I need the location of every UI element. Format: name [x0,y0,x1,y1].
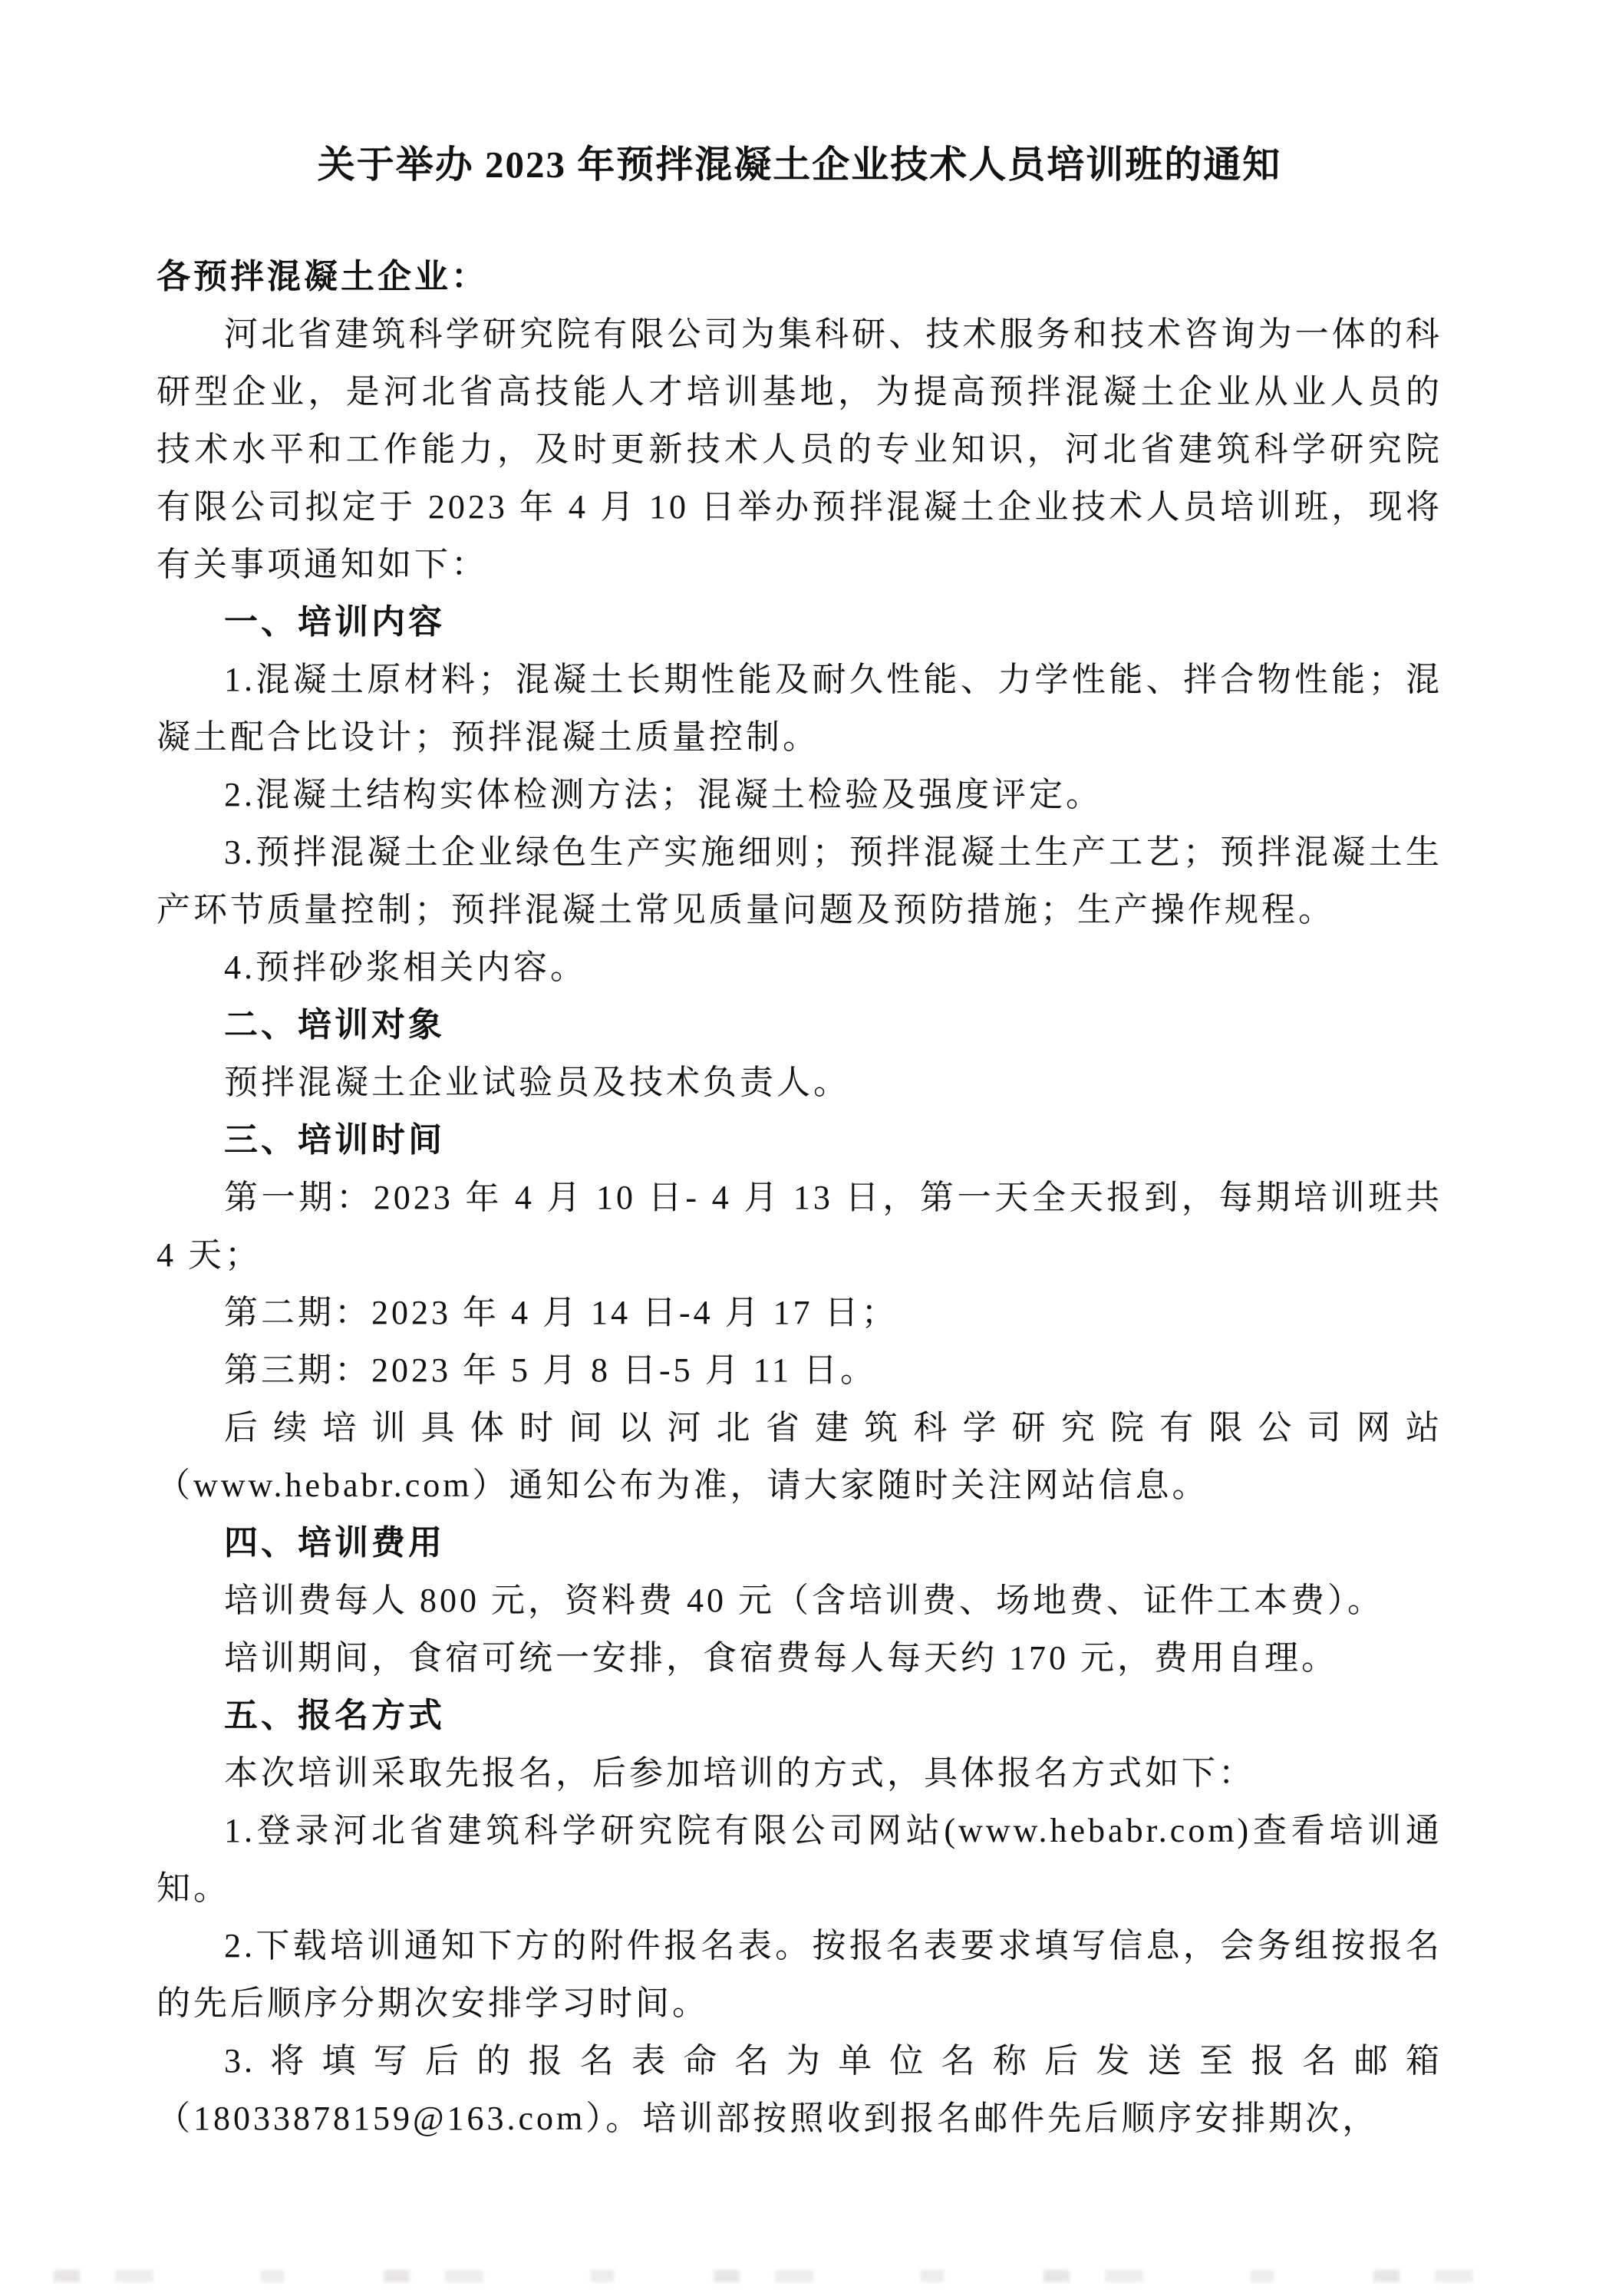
training-schedule-item-2: 第二期：2023 年 4 月 14 日-4 月 17 日； [224,1294,898,1331]
training-schedule-item-3: 第三期：2023 年 5 月 8 日-5 月 11 日。 [224,1351,878,1389]
section-registration-method [157,1687,1442,2147]
training-schedule-item-1: 第一期：2023 年 4 月 10 日- 4 月 13 日，第一天全天报到，每期培训班共 4 天； [157,1179,1442,1274]
section-training-content [157,593,1442,996]
training-content-item-4: 4.预拌砂浆相关内容。 [224,948,587,986]
intro-paragraph: 河北省建筑科学研究院有限公司为集科研、技术服务和技术咨询为一体的科研型企业，是河北省高技能人才培训基地，为提高预拌混凝土企业从业人员的技术水平和工作能力，及时更新技术人员的专业知识，河北省建筑科学研究院有限公司拟定于 2023 年 4 月 10 日举办预拌混凝土企业技术人员培训班，现将有关事项通知如下： [157,315,1442,583]
training-content-item-2: 2.混凝土结构实体检测方法；混凝土检验及强度评定。 [224,776,1103,813]
registration-method-item-1: 本次培训采取先报名，后参加培训的方式，具体报名方式如下： [224,1754,1255,1792]
salutation: 各预拌混凝土企业： [157,258,488,295]
scan-artifact [54,2270,1545,2282]
training-schedule-website-note: 后续培训具体时间以河北省建筑科学研究院有限公司网站（www.hebabr.com）通知公布为准，请大家随时关注网站信息。 [157,1409,1442,1504]
section-heading-training-fees: 四、培训费用 [224,1524,445,1562]
section-training-fees [157,1514,1442,1687]
document-title: 关于举办 2023 年预拌混凝土企业技术人员培训班的通知 [317,144,1282,186]
registration-method-item-3: 2.下载培训通知下方的附件报名表。按报名表要求填写信息，会务组按报名的先后顺序分期次安排学习时间。 [157,1927,1442,2022]
registration-method-item-4: 3.将填写后的报名表命名为单位名称后发送至报名邮箱（18033878159@163.com）。培训部按照收到报名邮件先后顺序安排期次， [157,2042,1442,2137]
training-content-item-1: 1.混凝土原材料；混凝土长期性能及耐久性能、力学性能、拌合物性能；混凝土配合比设计；预拌混凝土质量控制。 [157,661,1442,756]
training-fees-item-1: 培训费每人 800 元，资料费 40 元（含培训费、场地费、证件工本费）。 [224,1582,1384,1619]
section-training-schedule [157,1111,1442,1514]
training-content-item-3: 3.预拌混凝土企业绿色生产实施细则；预拌混凝土生产工艺；预拌混凝土生产环节质量控制；预拌混凝土常见质量问题及预防措施；生产操作规程。 [157,833,1442,929]
section-heading-registration-method: 五、报名方式 [224,1697,445,1734]
training-fees-item-2: 培训期间，食宿可统一安排，食宿费每人每天约 170 元，费用自理。 [224,1639,1338,1677]
section-heading-training-audience: 二、培训对象 [224,1006,445,1044]
training-audience-item-1: 预拌混凝土企业试验员及技术负责人。 [224,1064,850,1101]
section-heading-training-schedule: 三、培训时间 [224,1121,445,1159]
section-training-audience [157,996,1442,1111]
registration-method-item-2: 1.登录河北省建筑科学研究院有限公司网站(www.hebabr.com)查看培训通知。 [157,1812,1442,1907]
section-heading-training-content: 一、培训内容 [224,603,445,641]
